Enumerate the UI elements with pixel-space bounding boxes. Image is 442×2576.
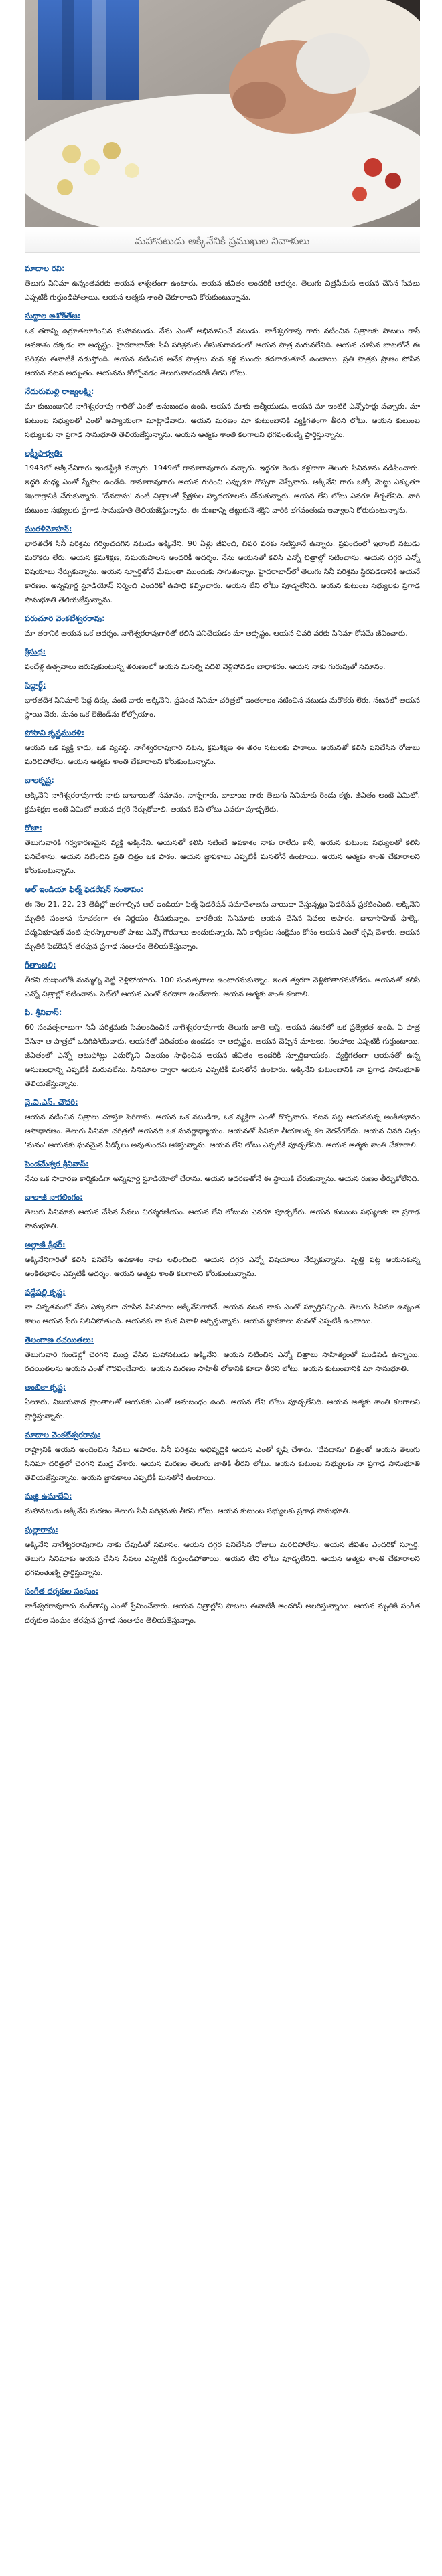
tribute-speaker: మాదాల రవి: — [25, 264, 65, 273]
tribute-speaker: సిద్ధార్థ్: — [25, 680, 46, 690]
tribute-speaker: వై.వి.ఎస్. చౌదరి: — [25, 1097, 78, 1107]
tribute-speaker: మజ్జి ఉమాదేవి: — [25, 1491, 72, 1501]
tribute-section — [25, 823, 420, 878]
tribute-speaker: మాదాల వెంకటేశ్వరరావు: — [25, 1430, 101, 1439]
tribute-speaker: పెండమేశ్వర శ్రీనివాస్: — [25, 1159, 89, 1168]
tribute-speaker: గీతాంజలి: — [25, 960, 56, 970]
tribute-section — [25, 1586, 420, 1627]
page-title: మహానటుడు అక్కినేనికి ప్రముఖుల నివాళులు — [25, 229, 420, 253]
tribute-text: ఆయన నటించిన చిత్రాలు చూస్తూ పెరిగాను. ఆయన ఒక నటుడిగా, ఒక వ్యక్తిగా ఎంతో గొప్పవారు. నటన పట్ల ఆయనకున్న అంకితభావం అసాధారణం. తెలుగు సినిమా చరిత్రలో ఆయనది ఒక సువర్ణాధ్యాయం. ఆయనతో సినిమా తీయాలన్న కల నెరవేరలేదు. ఆయన చివరి చిత్రం 'మనం' ఆయనకు ఘనమైన వీడ్కోలు అవుతుందని ఆశిస్తున్నాను. ఆయన లేని లోటు ఎప్పటికీ పూడ్చలేనిది. ఆయన ఆత్మకు శాంతి చేకూరాలి. — [25, 1113, 420, 1149]
tribute-speaker: తెలంగాణ రచయితలు: — [25, 1335, 94, 1344]
tribute-text: తెలుగువారికి గర్వకారణమైన వ్యక్తి అక్కినేని. ఆయనతో కలిసి నటించే అవకాశం నాకు రాలేదు కానీ, ఆయన కుటుంబ సభ్యులతో కలిసి పనిచేశాను. ఆయన నటించిన ప్రతి చిత్రం ఒక పాఠం. ఆయన జ్ఞాపకాలు ఎప్పటికీ మనతోనే ఉంటాయి. ఆయన ఆత్మకు శాంతి చేకూరాలని కోరుకుంటున్నాను. — [25, 838, 420, 875]
tribute-section — [25, 387, 420, 442]
tribute-speaker: బాలాజీ నాగలింగం: — [25, 1192, 83, 1202]
tribute-speaker: శ్రీసుధ: — [25, 647, 46, 656]
tribute-speaker: సంగీత దర్శకుల సంఘం: — [25, 1586, 99, 1596]
tribute-section — [25, 1192, 420, 1233]
tribute-section — [25, 1382, 420, 1423]
tribute-text: తెలుగువారి గుండెల్లో చెరగని ముద్ర వేసిన మహానటుడు అక్కినేని. ఆయన నటించిన ఎన్నో చిత్రాలు సాహిత్యంతో ముడిపడి ఉన్నాయి. రచయితలను ఆయన ఎంతో గౌరవించేవారు. ఆయన మరణం సాహితీ లోకానికి కూడా తీరని లోటు. ఆయన కుటుంబానికి మా సానుభూతి. — [25, 1350, 420, 1373]
tribute-text: మా కుటుంబానికి నాగేశ్వరరావు గారితో ఎంతో అనుబంధం ఉంది. ఆయన మాకు ఆత్మీయుడు. ఆయన మా ఇంటికి ఎన్నోసార్లు వచ్చారు. మా కుటుంబ సభ్యులతో ఎంతో ఆప్యాయంగా మాట్లాడేవారు. ఆయన మరణం మా కుటుంబానికి వ్యక్తిగతంగా తీరని లోటు. ఆయన కుటుంబ సభ్యులకు నా ప్రగాఢ సానుభూతి తెలియజేస్తున్నాను. ఆయన ఆత్మకు శాంతి కలగాలని భగవంతుణ్ని ప్రార్థిస్తున్నాను. — [25, 402, 420, 439]
tribute-text: మహానటుడు అక్కినేని మరణం తెలుగు సినీ పరిశ్రమకు తీరని లోటు. ఆయన కుటుంబ సభ్యులకు ప్రగాఢ సానుభూతి. — [25, 1507, 351, 1515]
tribute-speaker: నేదురుమల్లి రాజ్యలక్ష్మి: — [25, 387, 94, 396]
tribute-speaker: బాలకృష్ణ: — [25, 775, 54, 785]
tribute-speaker: లక్ష్మీపార్వతి: — [25, 448, 63, 458]
tribute-section — [25, 1491, 420, 1518]
tribute-text: అక్కినేనిగారితో కలిసి పనిచేసే అవకాశం నాకు లభించింది. ఆయన దగ్గర ఎన్నో విషయాలు నేర్చుకున్నాను. వృత్తి పట్ల ఆయనకున్న అంకితభావం ఎప్పటికీ ఆదర్శం. ఆయన ఆత్మకు శాంతి కలగాలని కోరుకుంటున్నాను. — [25, 1255, 420, 1278]
tribute-section — [25, 264, 420, 304]
tribute-speaker: సుద్దాల అశోక్‌తేజ: — [25, 311, 81, 320]
tribute-text: నాగేశ్వరరావుగారు సంగీతాన్ని ఎంతో ప్రేమించేవారు. ఆయన చిత్రాల్లోని పాటలు ఈనాటికీ అందరినీ అలరిస్తున్నాయి. ఆయన మృతికి సంగీత దర్శకుల సంఘం తరఫున ప్రగాఢ సంతాపం తెలియజేస్తున్నాం. — [25, 1602, 420, 1625]
tribute-speaker: పోసాని కృష్ణమురళి: — [25, 728, 85, 737]
tribute-section — [25, 1240, 420, 1281]
tribute-section — [25, 1430, 420, 1485]
tribute-section — [25, 1159, 420, 1186]
tribute-text: వందేళ్ల ఉత్సవాలు జరుపుకుంటున్న తరుణంలో ఆయన మనల్ని వదిలి వెళ్లిపోవడం బాధాకరం. ఆయన నాకు గురువుతో సమానం. — [25, 662, 386, 671]
tribute-text: రాష్ట్రానికి ఆయన అందించిన సేవలు అపారం. సినీ పరిశ్రమ అభివృద్ధికి ఆయన ఎంతో కృషి చేశారు. 'దేవదాసు' చిత్రంతో ఆయన తెలుగు సినిమా చరిత్రలో చెరగని ముద్ర వేశారు. ఆయన మరణం తెలుగు జాతికి తీరని లోటు. ఆయన కుటుంబ సభ్యులకు నా ప్రగాఢ సానుభూతి తెలియజేస్తున్నాను. ఆయన జ్ఞాపకాలు ఎప్పటికీ మనతోనే ఉంటాయి. — [25, 1445, 420, 1482]
tribute-speaker: వడ్డేపల్లి కృష్ణ: — [25, 1287, 66, 1297]
tribute-speaker: పరుచూరి వెంకటేశ్వరరావు: — [25, 614, 105, 623]
tribute-speaker: పి. శ్రీనివాస్: — [25, 1008, 62, 1017]
tribute-text: మా తరానికి ఆయన ఒక ఆదర్శం. నాగేశ్వరరావుగారితో కలిసి పనిచేయడం మా అదృష్టం. ఆయన చివరి వరకు సినిమా కోసమే జీవించారు. — [25, 629, 408, 638]
tribute-section — [25, 960, 420, 1001]
tribute-section — [25, 885, 420, 953]
tribute-text: అక్కినేని నాగేశ్వరరావుగారు నాకు దేవుడితో సమానం. ఆయన దగ్గర పనిచేసిన రోజులు మరిచిపోలేను. ఆయన జీవితం ఎందరికో స్ఫూర్తి. తెలుగు సినిమాకు ఆయన చేసిన సేవలు ఎప్పటికీ గుర్తుండిపోతాయి. ఆయన లేని లోటు పూడ్చలేనిది. ఆయన ఆత్మకు శాంతి చేకూరాలని భగవంతుణ్ని ప్రార్థిస్తున్నాను. — [25, 1540, 420, 1577]
tribute-section — [25, 1008, 420, 1091]
tribute-text: తీరని దుఃఖంలోకి మమ్మల్ని నెట్టి వెళ్లిపోయారు. 100 సంవత్సరాలు ఉంటారనుకున్నాం. ఇంత త్వరగా వెళ్లిపోతారనుకోలేదు. ఆయనతో కలిసి ఎన్నో చిత్రాల్లో నటించాను. సెట్‌లో ఆయన ఎంతో సరదాగా ఉండేవారు. ఆయన ఆత్మకు శాంతి కలగాలి. — [25, 976, 420, 998]
tribute-section — [25, 647, 420, 674]
tribute-text: తెలుగు సినిమాకు ఆయన చేసిన సేవలు చిరస్మరణీయం. ఆయన లేని లోటును ఎవరూ పూడ్చలేరు. ఆయన కుటుంబ సభ్యులకు నా ప్రగాఢ సానుభూతి. — [25, 1208, 420, 1230]
tribute-text: భారతదేశ సినీ పరిశ్రమ గర్వించదగిన నటుడు అక్కినేని. 90 ఏళ్లు జీవించి, చివరి వరకు నటిస్తూనే ఉన్నారు. ప్రపంచంలో ఇలాంటి నటుడు మరొకరు లేరు. ఆయన క్రమశిక్షణ, సమయపాలన అందరికీ ఆదర్శం. నేను ఆయనతో కలిసి ఎన్నో చిత్రాల్లో నటించాను. ఆయన దగ్గర ఎన్నో విషయాలు నేర్చుకున్నాను. ఆయన స్ఫూర్తితోనే మేమంతా ముందుకు సాగుతున్నాం. హైదరాబాద్‌లో తెలుగు సినీ పరిశ్రమ స్థిరపడడానికి ఆయనే కారణం. అన్నపూర్ణ స్టూడియోస్ నిర్మించి ఎందరికో ఉపాధి కల్పించారు. ఆయన లేని లోటు పూడ్చలేనిది. ఆయన కుటుంబ సభ్యులకు ప్రగాఢ సానుభూతి తెలియజేస్తున్నాను. — [25, 539, 420, 604]
tribute-speaker: అంబికా కృష్ణ: — [25, 1382, 66, 1392]
tribute-text: 1943లో అక్కినేనిగారు ఇండస్ట్రీకి వచ్చారు. 1949లో రామారావుగారు వచ్చారు. ఇద్దరూ రెండు కళ్లలాగా తెలుగు సినిమాను నడిపించారు. ఇద్దరి మధ్య ఎంతో స్నేహం ఉండేది. రామారావుగారు ఆయన గురించి ఎప్పుడూ గొప్పగా చెప్పేవారు. అక్కినేని గారు ఒక్కో మెట్టు ఎక్కుతూ శిఖరాగ్రానికి చేరుకున్నారు. 'దేవదాసు' వంటి చిత్రాలతో ప్రేక్షకుల హృదయాలను దోచుకున్నారు. ఆయన లేని లోటు ఎవరూ తీర్చలేనిది. వారి కుటుంబ సభ్యులకు ప్రగాఢ సానుభూతి తెలియజేస్తున్నాను. ఈ దుఃఖాన్ని తట్టుకునే శక్తిని వారికి భగవంతుడు ఇవ్వాలని కోరుకుంటున్నాను. — [25, 464, 420, 515]
tribute-section — [25, 448, 420, 517]
tribute-section — [25, 728, 420, 769]
tribute-text: ఏలూరు, విజయవాడ ప్రాంతాలతో ఆయనకు ఎంతో అనుబంధం ఉంది. ఆయన లేని లోటు పూడ్చలేనిది. ఆయన ఆత్మకు శాంతి కలగాలని ప్రార్థిస్తున్నాను. — [25, 1398, 420, 1420]
tribute-text: ఒక తరాన్ని ఉర్రూతలూగించిన మహానటుడు. నేను ఎంతో అభిమానించే నటుడు. నాగేశ్వరరావు గారు నటించిన చిత్రాలకు పాటలు రాసే అవకాశం దక్కడం నా అదృష్టం. హైదరాబాద్‌కు సినీ పరిశ్రమను తీసుకురావడంలో ఆయన పాత్ర మరువలేనిది. ఆయన చూపిన బాటలోనే ఈ పరిశ్రమ ఈనాటికీ నడుస్తోంది. ఆయన నటించిన అనేక పాత్రలు మన కళ్ల ముందు కదలాడుతూనే ఉంటాయి. ప్రతి పాత్రకు ప్రాణం పోసిన ఆయన నటన అద్భుతం. ఆయనను కోల్పోవడం తెలుగువారందరికీ తీరని లోటు. — [25, 327, 420, 377]
tribute-text: అక్కినేని నాగేశ్వరరావుగారు నాకు బాబాయితో సమానం. నాన్నగారు, బాబాయి గారు తెలుగు సినిమాకు రెండు కళ్లు. జీవితం అంటే ఏమిటో, క్రమశిక్షణ అంటే ఏమిటో ఆయన దగ్గరే నేర్చుకోవాలి. ఆయన లేని లోటు ఎవరూ పూడ్చలేరు. — [25, 791, 420, 814]
tribute-section — [25, 614, 420, 640]
tribute-text: ఆయన ఒక వ్యక్తి కాదు, ఒక వ్యవస్థ. నాగేశ్వరరావుగారి నటన, క్రమశిక్షణ ఈ తరం నటులకు పాఠాలు. ఆయనతో కలిసి పనిచేసిన రోజులు మరిచిపోలేను. ఆయన ఆత్మకు శాంతి చేకూరాలని కోరుకుంటున్నాను. — [25, 743, 420, 766]
tribute-section — [25, 1525, 420, 1580]
tribute-section — [25, 680, 420, 721]
tribute-speaker: పుల్లారావు: — [25, 1525, 59, 1534]
tribute-speaker: మురళీమోహన్: — [25, 524, 72, 533]
tribute-text: నా చిన్నతనంలో నేను ఎక్కువగా చూసిన సినిమాలు అక్కినేనిగారివే. ఆయన నటన నాకు ఎంతో స్ఫూర్తినిచ్చింది. తెలుగు సినిమా ఉన్నంత కాలం ఆయన పేరు నిలిచిపోతుంది. ఆయనకు నా ఘన నివాళి అర్పిస్తున్నాను. ఆయన జ్ఞాపకాలు మనతో ఎప్పటికీ ఉంటాయి. — [25, 1303, 420, 1325]
tribute-section — [25, 775, 420, 816]
tributes-list — [25, 257, 420, 1631]
tribute-section — [25, 1287, 420, 1328]
tribute-section — [25, 311, 420, 380]
tribute-text: 60 సంవత్సరాలుగా సినీ పరిశ్రమకు సేవలందించిన నాగేశ్వరరావుగారు తెలుగు జాతి ఆస్తి. ఆయన నటనలో ఒక ప్రత్యేకత ఉంది. ఏ పాత్ర వేసినా ఆ పాత్రలో ఒదిగిపోయేవారు. ఆయనతో పరిచయం ఉండడం నా అదృష్టం. ఆయన చెప్పిన మాటలు, సలహాలు ఎప్పటికీ గుర్తుంటాయి. జీవితంలో ఎన్నో ఆటుపోట్లు ఎదుర్కొని విజయం సాధించిన ఆయన జీవితం అందరికీ స్ఫూర్తిదాయకం. వ్యక్తిగతంగా ఆయనతో ఉన్న అనుబంధాన్ని ఎప్పటికీ మరువలేను. సినిమాల ద్వారా ఆయన ఎప్పటికీ మనతోనే ఉంటారు. అక్కినేని కుటుంబానికి నా ప్రగాఢ సానుభూతి తెలియజేస్తున్నాను. — [25, 1023, 420, 1088]
hero-photo — [25, 0, 420, 227]
tribute-speaker: రోజా: — [25, 823, 42, 832]
tribute-speaker: అల్లాణి శ్రీధర్: — [25, 1240, 66, 1249]
tribute-speaker: ఆల్ ఇండియా ఫిల్మ్ ఫెడరేషన్ సంతాపం: — [25, 885, 144, 894]
tribute-text: తెలుగు సినిమా ఉన్నంతవరకు ఆయన శాశ్వతంగా ఉంటారు. ఆయన జీవితం అందరికీ ఆదర్శం. తెలుగు చిత్రసీమకు ఆయన చేసిన సేవలు ఎప్పటికీ గుర్తుండిపోతాయి. ఆయన ఆత్మకు శాంతి చేకూరాలని కోరుకుంటున్నాను. — [25, 279, 420, 302]
tribute-section — [25, 1097, 420, 1152]
tribute-text: నేను ఒక సాధారణ కార్మికుడిగా అన్నపూర్ణ స్టూడియోలో చేరాను. ఆయన ఆదరణతోనే ఈ స్థాయికి చేరుకున్నాను. ఆయన రుణం తీర్చుకోలేనిది. — [25, 1174, 419, 1183]
tribute-section — [25, 1335, 420, 1376]
tribute-section — [25, 524, 420, 607]
tribute-text: ఈ నెల 21, 22, 23 తేదీల్లో జరగాల్సిన ఆల్ ఇండియా ఫిల్మ్ ఫెడరేషన్ సమావేశాలను వాయిదా వేస్తున్నట్లు ఫెడరేషన్ ప్రకటించింది. అక్కినేని మృతికి సంతాప సూచకంగా ఈ నిర్ణయం తీసుకున్నాం. భారతీయ సినిమాకు ఆయన చేసిన సేవలు అపారం. దాదాసాహెబ్ ఫాల్కే, పద్మవిభూషణ్ వంటి పురస్కారాలతో పాటు ఎన్నో గౌరవాలు అందుకున్నారు. సినీ కార్మికుల సంక్షేమం కోసం ఆయన ఎంతో కృషి చేశారు. ఆయన మృతికి ఫెడరేషన్ తరఫున ప్రగాఢ సంతాపం తెలియజేస్తున్నాం. — [25, 900, 420, 951]
tribute-text: భారతదేశ సినిమాకే పెద్ద దిక్కు వంటి వారు అక్కినేని. ప్రపంచ సినిమా చరిత్రలో ఇంతకాలం నటించిన నటుడు మరొకరు లేరు. నటనలో ఆయన స్థాయి వేరు. మనం ఒక లెజెండ్‌ను కోల్పోయాం. — [25, 696, 420, 719]
